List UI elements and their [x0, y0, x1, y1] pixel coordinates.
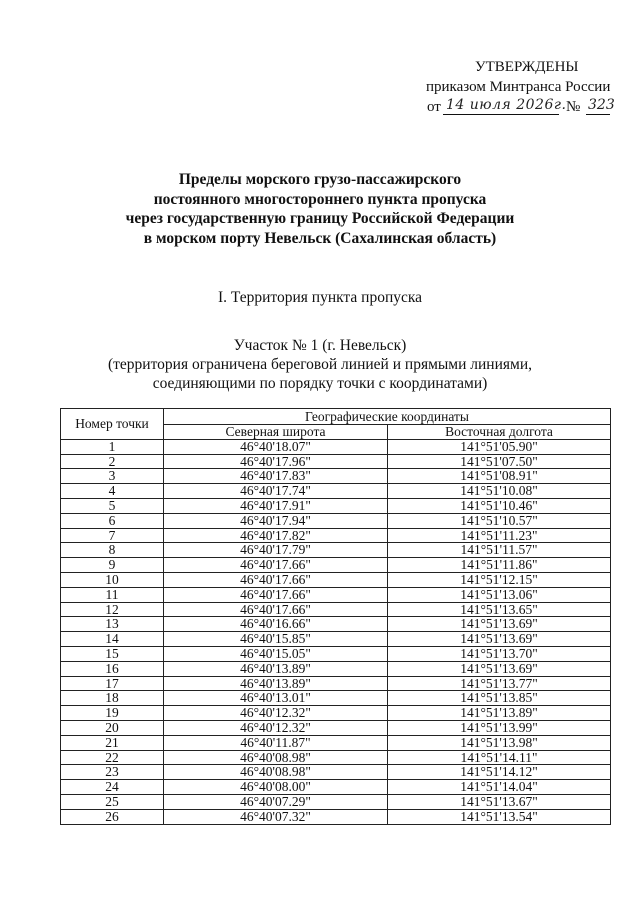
table-row [61, 469, 611, 484]
latitude-cell: 46°40'12.32" [164, 706, 388, 721]
document-title [0, 170, 640, 248]
latitude-cell: 46°40'17.74" [164, 484, 388, 499]
longitude-cell: 141°51'13.54" [388, 809, 611, 824]
table-row [61, 632, 611, 647]
header-longitude: Восточная долгота [388, 425, 611, 440]
table-row [61, 484, 611, 499]
latitude-cell: 46°40'17.66" [164, 587, 388, 602]
table-row [61, 735, 611, 750]
table-row [61, 720, 611, 735]
coordinates-table [60, 408, 611, 825]
table-row [61, 587, 611, 602]
point-number-cell: 4 [61, 484, 164, 499]
longitude-cell: 141°51'13.69" [388, 661, 611, 676]
header-point-number: Номер точки [61, 409, 164, 440]
latitude-cell: 46°40'11.87" [164, 735, 388, 750]
approval-title: УТВЕРЖДЕНЫ [475, 59, 579, 75]
latitude-cell: 46°40'18.07" [164, 439, 388, 454]
latitude-cell: 46°40'16.66" [164, 617, 388, 632]
plot-title [0, 336, 640, 393]
latitude-cell: 46°40'08.98" [164, 750, 388, 765]
table-row [61, 780, 611, 795]
point-number-cell: 8 [61, 543, 164, 558]
table-row [61, 765, 611, 780]
point-number-cell: 10 [61, 572, 164, 587]
longitude-cell: 141°51'13.69" [388, 632, 611, 647]
point-number-cell: 16 [61, 661, 164, 676]
point-number-cell: 14 [61, 632, 164, 647]
point-number-cell: 13 [61, 617, 164, 632]
longitude-cell: 141°51'10.08" [388, 484, 611, 499]
latitude-cell: 46°40'17.82" [164, 528, 388, 543]
latitude-cell: 46°40'15.85" [164, 632, 388, 647]
latitude-cell: 46°40'13.89" [164, 661, 388, 676]
longitude-cell: 141°51'10.57" [388, 513, 611, 528]
longitude-cell: 141°51'13.99" [388, 720, 611, 735]
longitude-cell: 141°51'13.89" [388, 706, 611, 721]
table-row [61, 543, 611, 558]
table-row [61, 617, 611, 632]
point-number-cell: 1 [61, 439, 164, 454]
point-number-cell: 6 [61, 513, 164, 528]
point-number-cell: 5 [61, 498, 164, 513]
latitude-cell: 46°40'17.83" [164, 469, 388, 484]
table-row [61, 439, 611, 454]
table-row [61, 498, 611, 513]
latitude-cell: 46°40'07.32" [164, 809, 388, 824]
table-row [61, 646, 611, 661]
table-row [61, 809, 611, 824]
date-underline [443, 114, 559, 115]
latitude-cell: 46°40'17.66" [164, 572, 388, 587]
approval-number-handwritten: 323 [588, 97, 615, 113]
table-row [61, 691, 611, 706]
table-row [61, 602, 611, 617]
plot-title-line: соединяющими по порядку точки с координатами) [152, 375, 488, 392]
approval-from-label: от [427, 99, 441, 115]
longitude-cell: 141°51'13.85" [388, 691, 611, 706]
table-row [61, 572, 611, 587]
longitude-cell: 141°51'13.06" [388, 587, 611, 602]
document-title-line: постоянного многостороннего пункта пропуска [153, 190, 487, 208]
latitude-cell: 46°40'17.79" [164, 543, 388, 558]
latitude-cell: 46°40'13.89" [164, 676, 388, 691]
approval-number-label: № [566, 99, 581, 115]
point-number-cell: 17 [61, 676, 164, 691]
section-title: I. Территория пункта пропуска [217, 289, 423, 306]
document-title-line: через государственную границу Российской Федерации [125, 210, 515, 227]
approval-date-handwritten: 14 июля 2026г. [446, 97, 567, 113]
latitude-cell: 46°40'15.05" [164, 646, 388, 661]
longitude-cell: 141°51'07.50" [388, 454, 611, 469]
table-row [61, 750, 611, 765]
document-title-line: в морском порту Невельск (Сахалинская область) [143, 229, 497, 247]
point-number-cell: 26 [61, 809, 164, 824]
table-row [61, 706, 611, 721]
table-body [61, 439, 611, 824]
table-row [61, 661, 611, 676]
table-row [61, 528, 611, 543]
longitude-cell: 141°51'11.86" [388, 558, 611, 573]
table-row [61, 794, 611, 809]
point-number-cell: 23 [61, 765, 164, 780]
point-number-cell: 21 [61, 735, 164, 750]
point-number-cell: 18 [61, 691, 164, 706]
longitude-cell: 141°51'08.91" [388, 469, 611, 484]
latitude-cell: 46°40'17.94" [164, 513, 388, 528]
approval-block [0, 52, 640, 142]
header-latitude: Северная широта [164, 425, 388, 440]
point-number-cell: 12 [61, 602, 164, 617]
latitude-cell: 46°40'07.29" [164, 794, 388, 809]
plot-title-line: Участок № 1 (г. Невельск) [233, 337, 407, 354]
latitude-cell: 46°40'17.66" [164, 602, 388, 617]
longitude-cell: 141°51'12.15" [388, 572, 611, 587]
point-number-cell: 11 [61, 587, 164, 602]
latitude-cell: 46°40'12.32" [164, 720, 388, 735]
point-number-cell: 9 [61, 558, 164, 573]
longitude-cell: 141°51'13.69" [388, 617, 611, 632]
longitude-cell: 141°51'13.98" [388, 735, 611, 750]
longitude-cell: 141°51'11.23" [388, 528, 611, 543]
table-header [61, 409, 611, 440]
latitude-cell: 46°40'08.00" [164, 780, 388, 795]
latitude-cell: 46°40'08.98" [164, 765, 388, 780]
longitude-cell: 141°51'11.57" [388, 543, 611, 558]
document-title-line: Пределы морского грузо-пассажирского [178, 171, 462, 188]
longitude-cell: 141°51'14.11" [388, 750, 611, 765]
longitude-cell: 141°51'13.70" [388, 646, 611, 661]
latitude-cell: 46°40'17.66" [164, 558, 388, 573]
longitude-cell: 141°51'13.77" [388, 676, 611, 691]
point-number-cell: 19 [61, 706, 164, 721]
plot-title-line: (территория ограничена береговой линией и прямыми линиями, [107, 356, 533, 373]
latitude-cell: 46°40'17.91" [164, 498, 388, 513]
header-geo-coordinates: Географические координаты [164, 409, 611, 425]
longitude-cell: 141°51'13.67" [388, 794, 611, 809]
point-number-cell: 3 [61, 469, 164, 484]
point-number-cell: 22 [61, 750, 164, 765]
table-row [61, 676, 611, 691]
point-number-cell: 2 [61, 454, 164, 469]
longitude-cell: 141°51'05.90" [388, 439, 611, 454]
longitude-cell: 141°51'13.65" [388, 602, 611, 617]
latitude-cell: 46°40'13.01" [164, 691, 388, 706]
table-row [61, 513, 611, 528]
point-number-cell: 24 [61, 780, 164, 795]
longitude-cell: 141°51'14.12" [388, 765, 611, 780]
point-number-cell: 15 [61, 646, 164, 661]
table-row [61, 454, 611, 469]
longitude-cell: 141°51'14.04" [388, 780, 611, 795]
point-number-cell: 20 [61, 720, 164, 735]
latitude-cell: 46°40'17.96" [164, 454, 388, 469]
longitude-cell: 141°51'10.46" [388, 498, 611, 513]
table-row [61, 558, 611, 573]
point-number-cell: 25 [61, 794, 164, 809]
approval-order-line: приказом Минтранса России [426, 79, 611, 95]
number-underline [586, 114, 610, 115]
point-number-cell: 7 [61, 528, 164, 543]
